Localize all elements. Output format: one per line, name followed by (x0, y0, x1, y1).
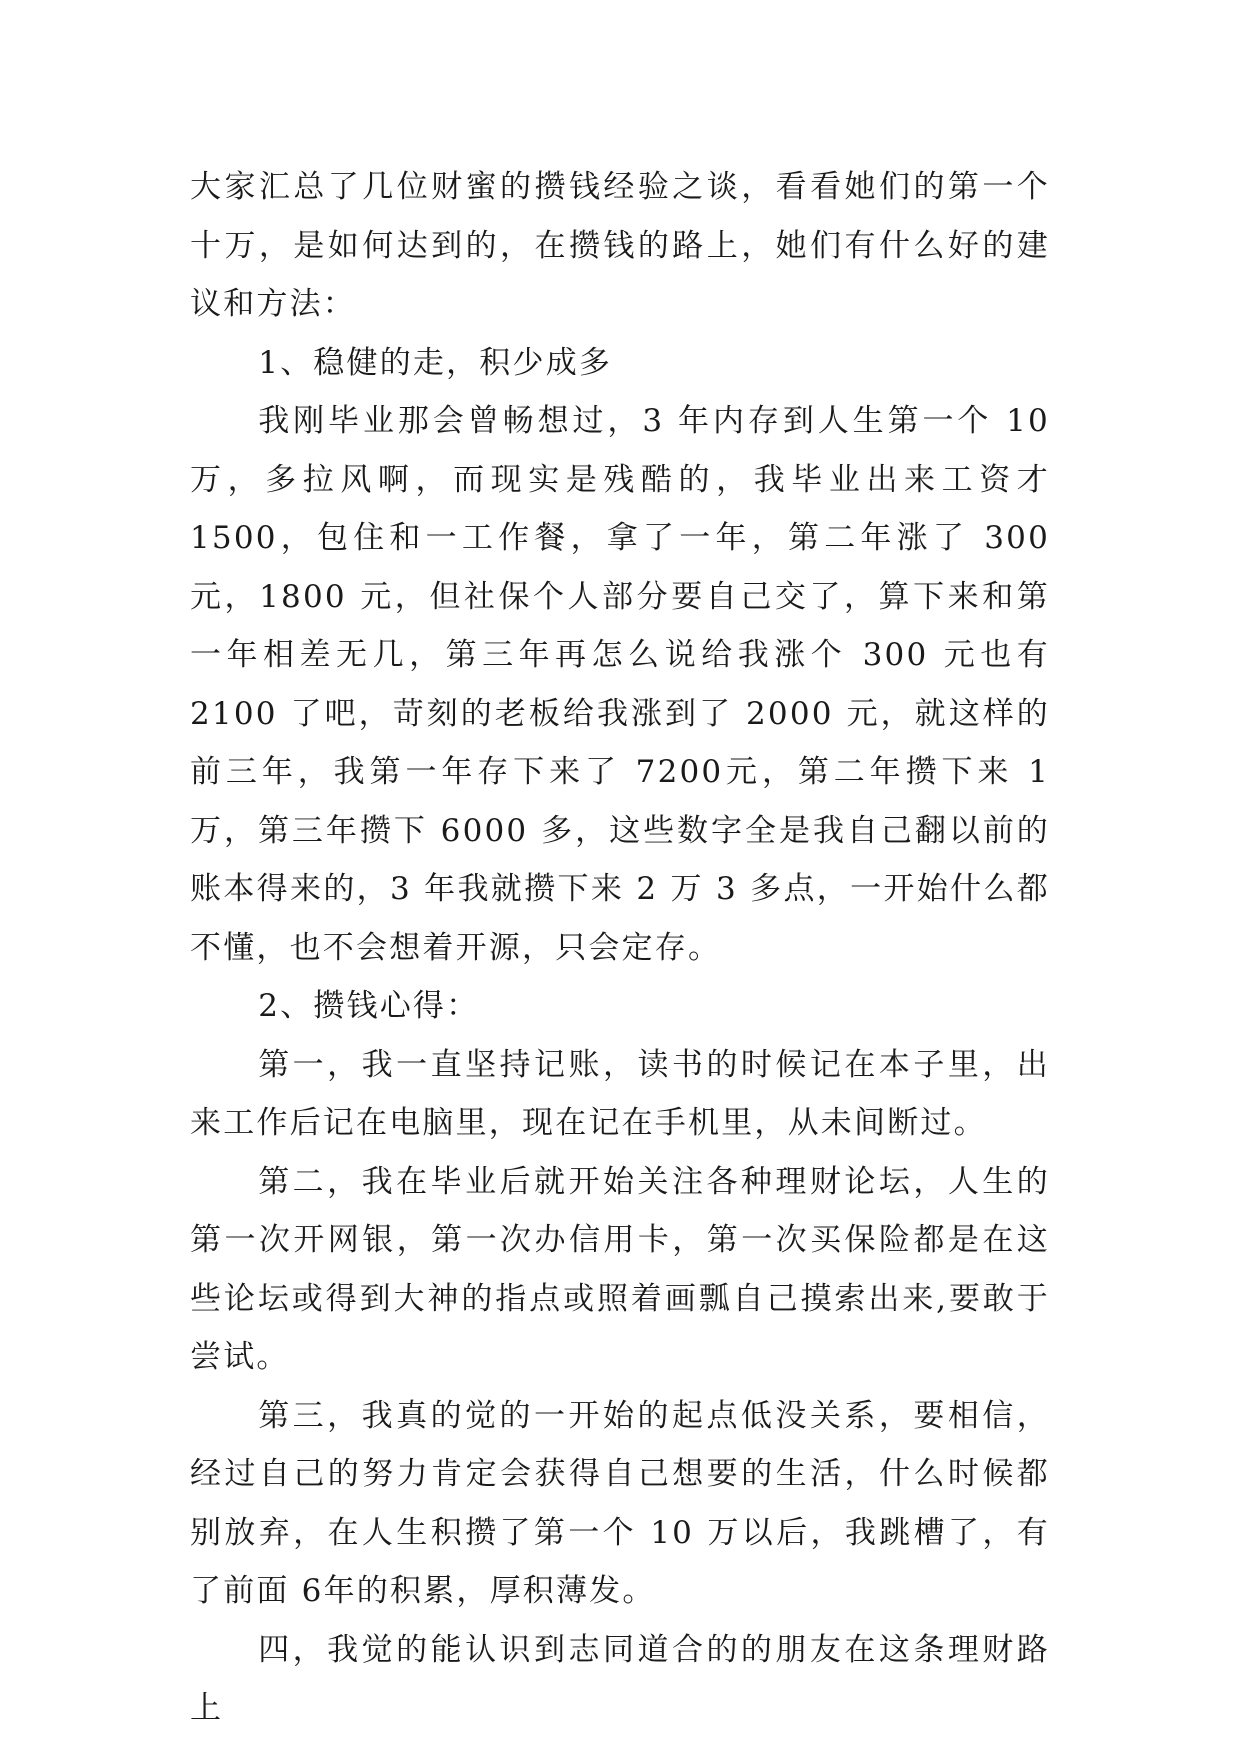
section-heading-1: 1、稳健的走，积少成多 (258, 344, 613, 381)
tip-paragraph-2: 第二，我在毕业后就开始关注各种理财论坛，人生的第一次开网银，第一次办信用卡，第一次买保险都是在这些论坛或得到大神的指点或照着画瓢自己摸索出来,要敢于尝试。 (190, 1163, 1050, 1375)
tip-paragraph-3: 第三，我真的觉的一开始的起点低没关系，要相信，经过自己的努力肯定会获得自己想要的生活，什么时候都别放弃，在人生积攒了第一个 10 万以后，我跳槽了，有了前面 6年的积累，厚积薄发。 (190, 1397, 1050, 1609)
tip-paragraph-4: 四，我觉的能认识到志同道合的的朋友在这条理财路上 (190, 1631, 1050, 1726)
tip-paragraph-1: 第一，我一直坚持记账，读书的时候记在本子里，出来工作后记在电脑里，现在记在手机里，从未间断过。 (190, 1046, 1050, 1141)
section-heading-2: 2、攒钱心得： (258, 988, 480, 1024)
intro-paragraph: 大家汇总了几位财蜜的攒钱经验之谈，看看她们的第一个十万，是如何达到的，在攒钱的路上，她们有什么好的建议和方法： (190, 169, 1050, 322)
story-paragraph: 我刚毕业那会曾畅想过，3 年内存到人生第一个 10 万，多拉风啊，而现实是残酷的，我毕业出来工资才 1500，包住和一工作餐，拿了一年，第二年涨了 300 元，1800 元，但社保个人部分要自己交了，算下来和第一年相差无几，第三年再怎么说给我涨个 300 元也有 2100 了吧，苛刻的老板给我涨到了 2000 元，就这样的前三年，我第一年存下来了 7200元，第二年攒下来 1 万，第三年攒下 6000 多，这些数字全是我自己翻以前的账本得来的，3 年我就攒下来 2 万 3 多点，一开始什么都不懂，也不会想着开源，只会定存。 (190, 403, 1050, 966)
document-body (190, 158, 1050, 1738)
